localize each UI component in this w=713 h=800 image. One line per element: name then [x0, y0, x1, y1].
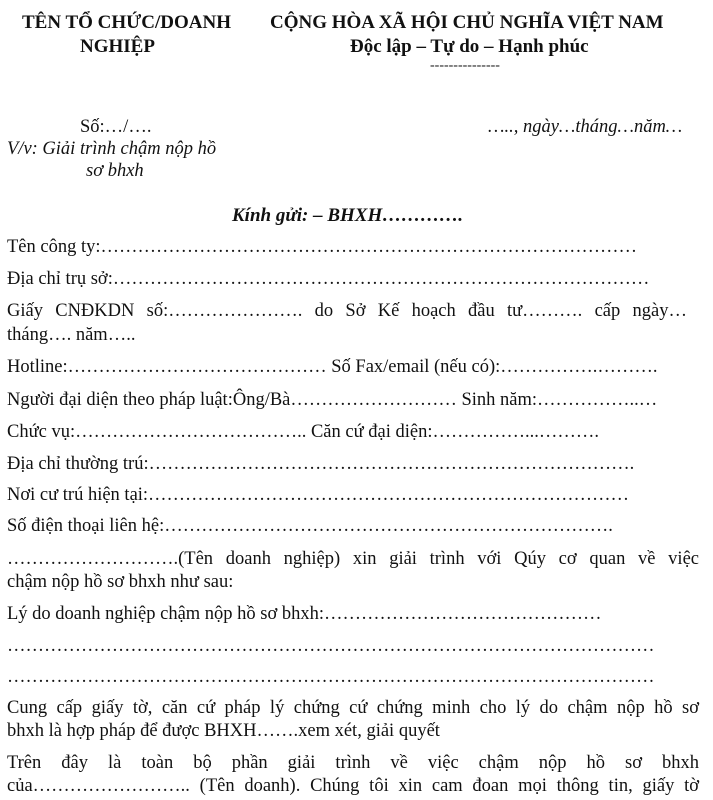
reason-blank-line1: ……………………………………………………………………………………………	[7, 636, 655, 656]
org-name-line2: NGHIỆP	[80, 36, 155, 57]
nation-motto: Độc lập – Tự do – Hạnh phúc	[350, 36, 589, 57]
reason-blank-line2: ……………………………………………………………………………………………	[7, 667, 655, 687]
subject-line1: V/v: Giải trình chậm nộp hồ	[7, 139, 217, 159]
provide-line2: bhxh là hợp pháp để được BHXH…….xem xét, giải quyết	[7, 721, 440, 741]
reason-label: Lý do doanh nghiệp chậm nộp hồ sơ bhxh:………………………………………	[7, 604, 602, 624]
field-position: Chức vụ:……………………………….. Căn cứ đại diện:……………...……….	[7, 422, 599, 442]
field-representative: Người đại diện theo pháp luật:Ông/Bà……………………… Sinh năm:……………..…	[7, 390, 658, 410]
explain-line1: ……………………….(Tên doanh nghiệp) xin giải trình với Qúy cơ quan về việc	[7, 549, 699, 569]
greeting: Kính gửi: – BHXH………….	[232, 205, 463, 226]
closing-line2: của…………………….. (Tên doanh). Chúng tôi xin cam đoan mọi thông tin, giấy tờ	[7, 776, 699, 796]
field-license-line2: tháng…. năm…..	[7, 325, 136, 345]
document-number: Số:…/….	[80, 117, 152, 137]
field-phone: Số điện thoại liên hệ:……………………………………………………………….	[7, 516, 613, 536]
org-name-line1: TÊN TỔ CHỨC/DOANH	[22, 12, 232, 33]
header-divider: ---------------	[430, 58, 500, 73]
explain-line2: chậm nộp hồ sơ bhxh như sau:	[7, 572, 234, 592]
closing-line1: Trên đây là toàn bộ phần giải trình về việc chậm nộp hồ sơ bhxh	[7, 753, 699, 773]
field-office-address: Địa chỉ trụ sở:……………………………………………………………………………	[7, 269, 650, 289]
field-current-residence: Nơi cư trú hiện tại:……………………………………………………………………	[7, 485, 630, 505]
subject-line2: sơ bhxh	[86, 161, 144, 181]
nation-title: CỘNG HÒA XÃ HỘI CHỦ NGHĨA VIỆT NAM	[270, 12, 664, 33]
field-hotline: Hotline:…………………………………… Số Fax/email (nếu có):…………….……….	[7, 357, 658, 377]
provide-line1: Cung cấp giấy tờ, căn cứ pháp lý chứng cứ chứng minh cho lý do chậm nộp hồ sơ	[7, 698, 699, 718]
document-date: ….., ngày…tháng…năm…	[488, 117, 683, 137]
field-permanent-address: Địa chỉ thường trú:…………………………………………………………………….	[7, 454, 635, 474]
field-company-name: Tên công ty:……………………………………………………………………………	[7, 237, 638, 257]
field-license-line1: Giấy CNĐKDN số:…………………. do Sở Kế hoạch đầu tư………. cấp ngày…	[7, 301, 687, 321]
